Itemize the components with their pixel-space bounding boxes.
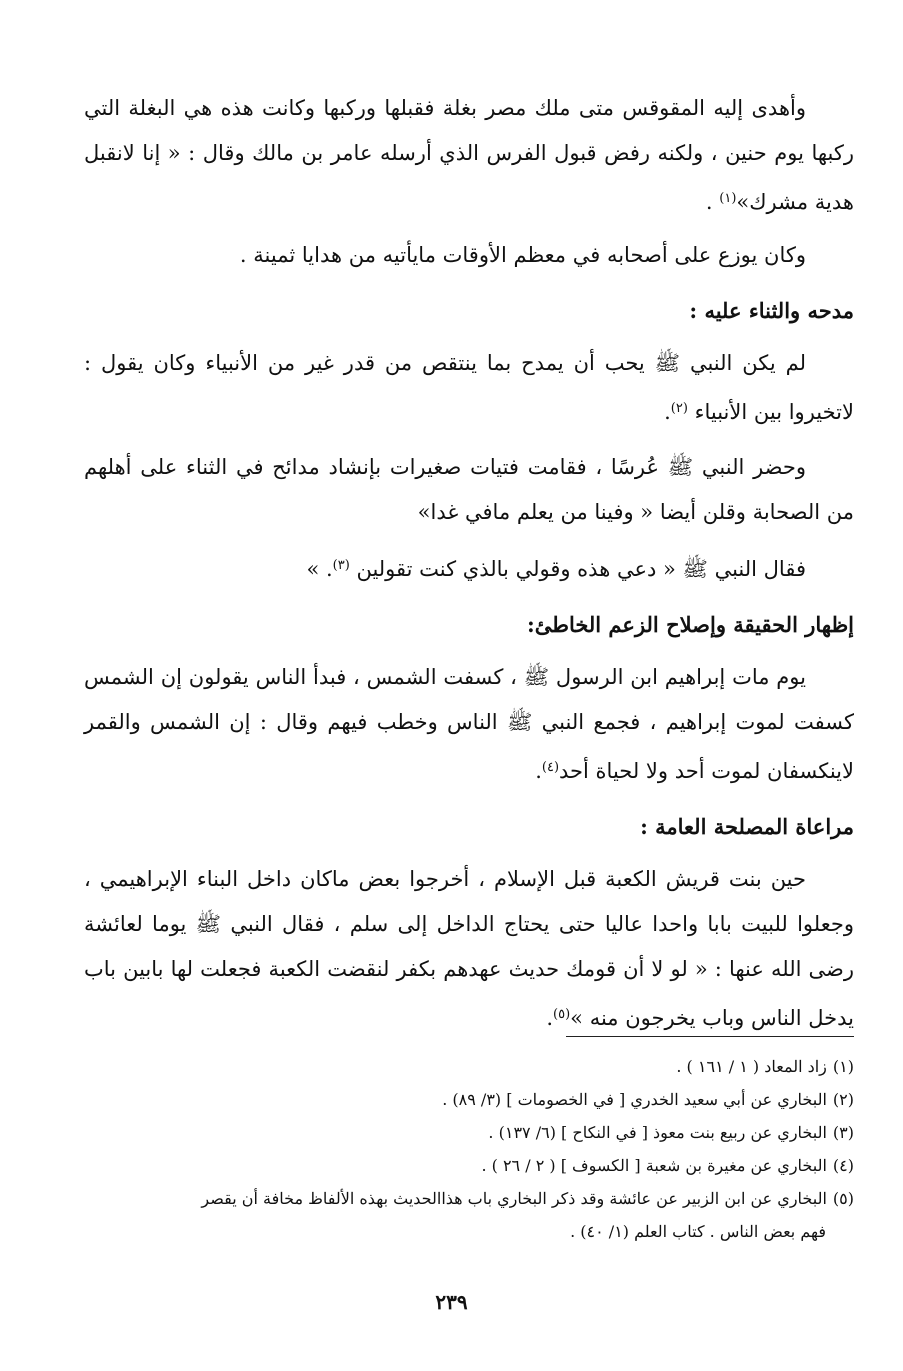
footnote-number: (٥) xyxy=(832,1189,854,1208)
footnote: (٣)البخاري عن ربيع بنت معوذ [ في النكاح ] (٦/ ١٣٧) . xyxy=(488,1123,854,1142)
footnote-ref[interactable]: (٤) xyxy=(541,760,560,775)
footnote: (٤)البخاري عن مغيرة بن شعبة [ الكسوف ] ( ٢ / ٢٦ ) . xyxy=(481,1156,854,1175)
footnote-ref[interactable]: (٢) xyxy=(670,401,688,416)
footnote-divider xyxy=(566,1036,854,1037)
paragraph: فقال النبي ﷺ « دعي هذه وقولي بالذي كنت تقولين $^{(٣)}$. » xyxy=(306,557,806,581)
paragraph: لم يكن النبي ﷺ يحب أن يمدح بما ينتقص من قدر غير من الأنبياء وكان يقول : لاتخيروا بين الأنبياء $^{(٢)}$. xyxy=(84,351,854,424)
footnote-ref[interactable]: (١) xyxy=(719,191,737,206)
page-number: ٢٣٩ xyxy=(435,1290,468,1314)
footnote-number: (٤) xyxy=(832,1156,854,1175)
footnote: (٢)البخاري عن أبي سعيد الخدري [ في الخصومات ] (٣/ ٨٩) . xyxy=(442,1090,854,1109)
paragraph: وحضر النبي ﷺ عُرسًا ، فقامت فتيات صغيرات بإنشاد مدائح في الثناء على أهلهم من الصحابة وقلن أيضا « وفينا من يعلم مافي غدا» xyxy=(84,455,854,524)
footnote-ref[interactable]: (٣) xyxy=(332,558,350,573)
footnote-continuation: فهم بعض الناس . كتاب العلم (١/ ٤٠) . xyxy=(570,1222,826,1241)
paragraph: حين بنت قريش الكعبة قبل الإسلام ، أخرجوا بعض ماكان داخل البناء الإبراهيمي ، وجعلوا للبيت بابا واحدا عاليا حتى يحتاج الداخل إلى سلم ، فقال النبي ﷺ يوما لعائشة رضى الله عنها : « لو لا أن قومك حديث عهدهم بكفر لنقضت الكعبة فجعلت لها بابين باب يدخل الناس وباب يخرجون منه »$^{(٥)}$. xyxy=(84,867,854,1030)
footnote-ref[interactable]: (٥) xyxy=(553,1007,571,1022)
footnote: (٥)البخاري عن ابن الزبير عن عائشة وقد ذكر البخاري باب هذاالحديث بهذه الألفاظ مخافة أن يقصر xyxy=(201,1189,854,1208)
footnotes xyxy=(84,1050,854,1248)
section-heading: مدحه والثناء عليه : xyxy=(689,298,854,323)
footnote-number: (١) xyxy=(832,1057,854,1076)
paragraph: وأهدى إليه المقوقس متى ملك مصر بغلة فقبلها وركبها وكانت هذه هي البغلة التي ركبها يوم حنين ، ولكنه رفض قبول الفرس الذي أرسله عامر بن مالك وقال : « إنا لانقبل هدية مشرك»$^{(١)}$ . xyxy=(84,96,854,214)
footnote: (١)زاد المعاد ( ١ / ١٦١ ) . xyxy=(676,1057,854,1076)
body-text xyxy=(84,86,854,1051)
footnote-number: (٣) xyxy=(832,1123,854,1142)
section-heading: مراعاة المصلحة العامة : xyxy=(640,814,854,839)
footnote-number: (٢) xyxy=(832,1090,854,1109)
section-heading: إظهار الحقيقة وإصلاح الزعم الخاطئ: xyxy=(526,612,854,637)
paragraph: وكان يوزع على أصحابه في معظم الأوقات مايأتيه من هدايا ثمينة . xyxy=(239,243,806,267)
paragraph: يوم مات إبراهيم ابن الرسول ﷺ ، كسفت الشمس ، فبدأ الناس يقولون إن الشمس كسفت لموت إبراهيم ، فجمع النبي ﷺ الناس وخطب فيهم وقال : إن الشمس والقمر لاينكسفان لموت أحد ولا لحياة أحد$^{(٤)}$. xyxy=(84,665,854,783)
